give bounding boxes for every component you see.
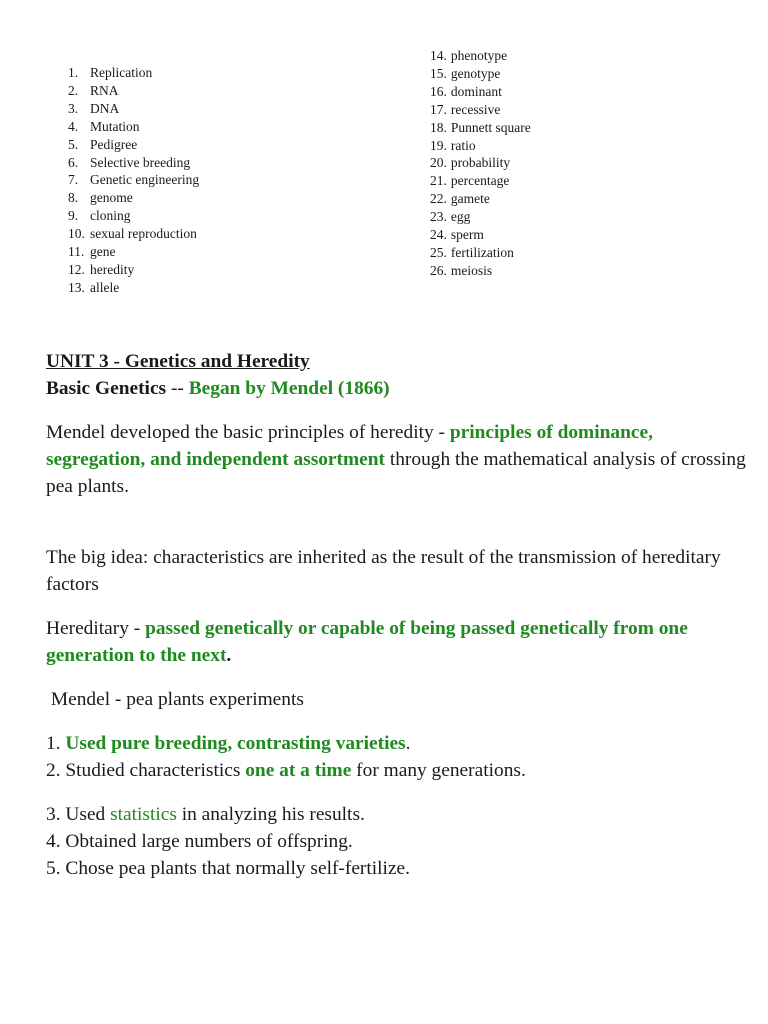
- vocabulary-item-term: percentage: [450, 173, 510, 189]
- step-2-highlight: one at a time: [245, 760, 352, 781]
- vocabulary-item: [68, 136, 199, 154]
- vocabulary-item-term: Genetic engineering: [90, 172, 200, 188]
- vocabulary-item-number: 20.: [430, 155, 447, 171]
- vocabulary-item: [68, 207, 199, 225]
- vocabulary-item-number: 9.: [68, 208, 79, 224]
- hereditary-period: .: [226, 645, 232, 666]
- vocabulary-item-term: Replication: [90, 65, 153, 80]
- step-3: [46, 801, 746, 828]
- vocabulary-item: [430, 119, 531, 137]
- vocabulary-item-term: gene: [90, 244, 116, 260]
- vocabulary-item-term: recessive: [450, 101, 501, 117]
- vocabulary-item: [430, 154, 531, 172]
- vocabulary-item-term: meiosis: [450, 262, 493, 278]
- vocabulary-item-number: 17.: [430, 101, 447, 117]
- vocabulary-item-term: heredity: [90, 261, 135, 277]
- vocabulary-list-left: [68, 64, 199, 297]
- vocabulary-item: [430, 83, 531, 101]
- vocabulary-item-term: Punnett square: [450, 119, 531, 135]
- vocabulary-item: [68, 100, 199, 118]
- basic-genetics-label: Basic Genetics: [46, 378, 167, 399]
- vocabulary-item: [430, 208, 531, 226]
- vocabulary-item-number: 5.: [68, 136, 79, 152]
- vocabulary-item: [430, 65, 531, 83]
- vocabulary-item-number: 6.: [68, 154, 79, 170]
- vocabulary-item-number: 26.: [430, 262, 447, 278]
- vocabulary-item: [430, 244, 531, 262]
- step-5: 5. Chose pea plants that normally self-fertilize.: [46, 858, 411, 879]
- vocabulary-item-term: cloning: [90, 208, 131, 224]
- vocabulary-item-number: 4.: [68, 118, 79, 134]
- vocabulary-item-number: 23.: [430, 209, 447, 225]
- mendel-paragraph-highlight: principles of dominance, segregation, and independent assortment: [46, 422, 653, 470]
- vocabulary-item-number: 15.: [430, 65, 447, 81]
- vocabulary-item: [430, 172, 531, 190]
- unit-title: UNIT 3 - Genetics and Heredity: [46, 351, 310, 372]
- vocabulary-item-term: gamete: [450, 191, 490, 207]
- vocabulary-item: [68, 82, 199, 100]
- vocabulary-item: [68, 243, 199, 261]
- experiments-heading: Mendel - pea plants experiments: [46, 689, 304, 710]
- vocabulary-item: [430, 137, 531, 155]
- vocabulary-item-term: Selective breeding: [90, 154, 191, 170]
- vocabulary-item-number: 7.: [68, 172, 79, 188]
- mendel-paragraph-tail: through the mathematical analysis of crossing pea plants.: [46, 449, 746, 497]
- vocabulary-item-number: 19.: [430, 137, 447, 153]
- step-1-number: 1.: [46, 733, 66, 754]
- vocabulary-item-term: DNA: [90, 100, 120, 116]
- vocabulary-item: [430, 262, 531, 280]
- vocabulary-item-term: phenotype: [450, 48, 508, 63]
- vocabulary-item-term: fertilization: [450, 244, 514, 260]
- step-1-tail: .: [405, 733, 411, 754]
- step-3-highlight: statistics: [110, 804, 177, 825]
- vocabulary-item-number: 22.: [430, 191, 447, 207]
- vocabulary-item-number: 1.: [68, 65, 79, 80]
- vocabulary-item: [68, 171, 199, 189]
- vocabulary-item: [68, 118, 199, 136]
- vocabulary-item-term: Pedigree: [90, 136, 138, 152]
- step-2-lead: 2. Studied characteristics: [46, 760, 246, 781]
- vocabulary-item-term: probability: [450, 155, 511, 171]
- vocabulary-item-term: ratio: [450, 137, 476, 153]
- step-4: 4. Obtained large numbers of offspring.: [46, 831, 353, 852]
- step-1-highlight: Used pure breeding, contrasting varieties: [65, 733, 406, 754]
- step-2-tail: for many generations.: [351, 760, 526, 781]
- vocabulary-item-number: 24.: [430, 227, 447, 243]
- hereditary-definition: [46, 615, 746, 669]
- vocabulary-item-number: 16.: [430, 83, 447, 99]
- vocabulary-list-right: [430, 47, 531, 280]
- vocabulary-item-term: sexual reproduction: [90, 226, 197, 242]
- vocabulary-item-term: egg: [450, 209, 471, 225]
- vocabulary-item-number: 25.: [430, 244, 447, 260]
- vocabulary-item-term: genotype: [450, 65, 501, 81]
- basic-genetics-value: Began by Mendel (1866): [188, 378, 390, 399]
- vocabulary-item-number: 8.: [68, 190, 79, 206]
- vocabulary-item-number: 21.: [430, 173, 447, 189]
- vocabulary-item-number: 11.: [68, 244, 85, 260]
- vocabulary-item: [68, 154, 199, 172]
- vocabulary-item-term: sperm: [450, 227, 484, 243]
- vocabulary-item: [68, 64, 199, 82]
- hereditary-definition-text: passed genetically or capable of being passed genetically from one generation to the next: [46, 618, 688, 666]
- step-3-lead: 3. Used: [46, 804, 111, 825]
- vocabulary-item-term: dominant: [450, 83, 502, 99]
- step-3-tail: in analyzing his results.: [176, 804, 365, 825]
- vocabulary-item: [430, 226, 531, 244]
- vocabulary-item: [430, 101, 531, 119]
- vocabulary-item: [68, 261, 199, 279]
- big-idea-paragraph: The big idea: characteristics are inherited as the result of the transmission of hereditary factors: [46, 547, 721, 595]
- vocabulary-item: [68, 279, 199, 297]
- hereditary-label: Hereditary -: [46, 618, 146, 639]
- vocabulary-item-number: 14.: [430, 48, 447, 63]
- step-1: [46, 730, 746, 757]
- vocabulary-item-term: genome: [90, 190, 133, 206]
- vocabulary-item-number: 10.: [68, 226, 85, 242]
- main-content: [46, 348, 746, 882]
- vocabulary-item-term: RNA: [90, 82, 119, 98]
- basic-genetics-line: [46, 375, 746, 402]
- basic-genetics-separator: --: [166, 378, 189, 399]
- vocabulary-item: [430, 47, 531, 65]
- vocabulary-item-number: 2.: [68, 82, 79, 98]
- vocabulary-item: [430, 190, 531, 208]
- mendel-paragraph: [46, 419, 746, 500]
- vocabulary-item: [68, 189, 199, 207]
- step-2: [46, 757, 746, 784]
- vocabulary-item-number: 18.: [430, 119, 447, 135]
- vocabulary-item-number: 3.: [68, 100, 79, 116]
- mendel-paragraph-lead: Mendel developed the basic principles of heredity -: [46, 422, 450, 443]
- vocabulary-item-number: 12.: [68, 261, 85, 277]
- vocabulary-item: [68, 225, 199, 243]
- vocabulary-item-term: Mutation: [90, 118, 140, 134]
- vocabulary-item-number: 13.: [68, 279, 85, 295]
- vocabulary-item-term: allele: [90, 279, 120, 295]
